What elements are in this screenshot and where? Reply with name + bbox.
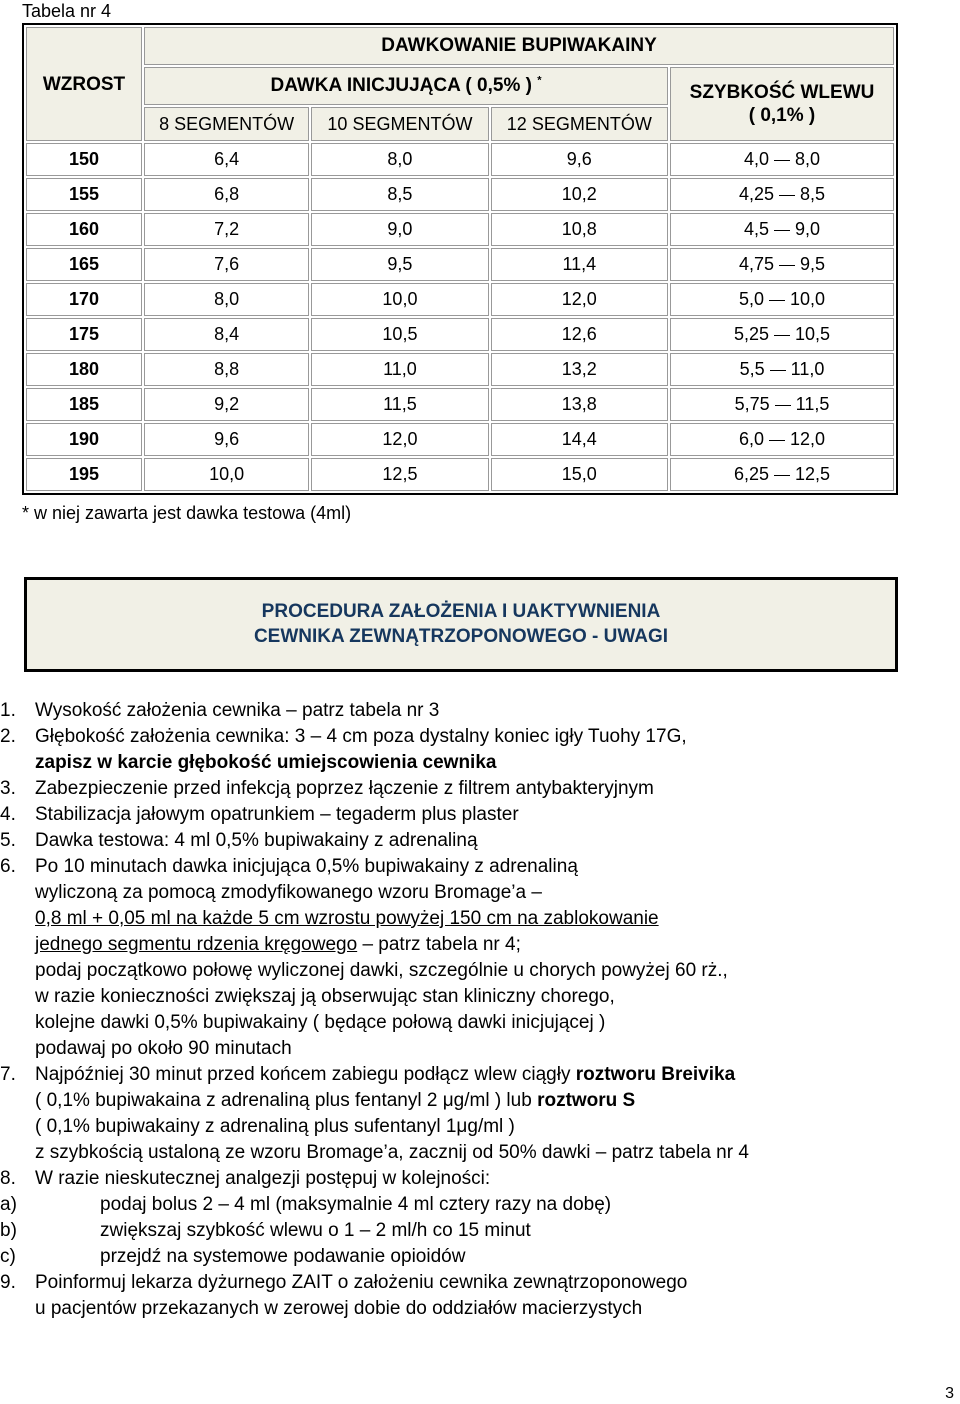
cell-dose-8-segments: 10,0 (144, 458, 309, 491)
cell-infusion-rate (670, 318, 894, 351)
cell-infusion-rate (670, 213, 894, 246)
list-item (0, 828, 960, 854)
cell-dose-12-segments: 13,8 (491, 388, 668, 421)
cell-dose-8-segments: 7,6 (144, 248, 309, 281)
cell-infusion-rate (670, 388, 894, 421)
header-initial-dose (144, 67, 668, 105)
list-item-continuation (0, 906, 960, 932)
list-number: 2. (0, 726, 16, 747)
sub-item (0, 1192, 960, 1218)
header-10-segments: 10 SEGMENTÓW (311, 107, 488, 141)
rate-label-line1: SZYBKOŚĆ WLEWU (689, 82, 875, 103)
list-item (0, 802, 960, 828)
list-text: ( 0,1% bupiwakaina z adrenaliną plus fentanyl 2 μg/ml ) lub (35, 1090, 538, 1111)
cell-dose-10-segments: 8,5 (311, 178, 488, 211)
cell-dose-10-segments: 11,5 (311, 388, 488, 421)
footnote-mark: * (537, 74, 542, 87)
cell-dose-8-segments: 7,2 (144, 213, 309, 246)
cell-dose-8-segments: 6,8 (144, 178, 309, 211)
list-text: Poinformuj lekarza dyżurnego ZAIT o założeniu cewnika zewnątrzoponowego (35, 1272, 688, 1293)
header-12-segments: 12 SEGMENTÓW (491, 107, 668, 141)
initial-dose-label: DAWKA INICJUJĄCA ( 0,5% ) (270, 75, 532, 96)
range-dash (774, 335, 790, 336)
formula-text: 0,8 ml + 0,05 ml na każde 5 cm wzrostu powyżej 150 cm na zablokowanie (35, 908, 659, 929)
header-infusion-rate (670, 67, 894, 141)
cell-infusion-rate (670, 353, 894, 386)
cell-dose-10-segments: 12,5 (311, 458, 488, 491)
table-row (26, 353, 894, 386)
sub-letter: c) (0, 1246, 16, 1267)
sub-item (0, 1218, 960, 1244)
procedure-notes-list (0, 698, 960, 1322)
list-number: 8. (0, 1168, 16, 1189)
list-number: 6. (0, 856, 16, 877)
cell-dose-10-segments: 10,0 (311, 283, 488, 316)
list-item (0, 1062, 960, 1088)
list-number: 5. (0, 830, 16, 851)
cell-height: 175 (26, 318, 142, 351)
range-dash (779, 265, 795, 266)
sub-text: przejdź na systemowe podawanie opioidów (100, 1246, 466, 1267)
cell-infusion-rate (670, 458, 894, 491)
cell-height: 180 (26, 353, 142, 386)
list-number: 4. (0, 804, 16, 825)
list-text: Po 10 minutach dawka inicjująca 0,5% bupiwakainy z adrenaliną (35, 856, 578, 877)
rate-max: 9,0 (795, 219, 821, 239)
rate-min: 5,5 (739, 359, 765, 379)
list-number: 9. (0, 1272, 16, 1293)
rate-max: 12,0 (789, 429, 826, 449)
table-row (26, 143, 894, 176)
rate-label-line2: ( 0,1% ) (748, 105, 816, 126)
table-row (26, 248, 894, 281)
cell-dose-12-segments: 12,0 (491, 283, 668, 316)
range-dash (770, 370, 786, 371)
rate-max: 11,0 (790, 359, 825, 379)
cell-dose-12-segments: 13,2 (491, 353, 668, 386)
cell-height: 150 (26, 143, 142, 176)
breivik-solution: roztworu Breivika (575, 1064, 736, 1085)
solution-s: roztworu S (537, 1090, 636, 1111)
rate-max: 8,5 (800, 184, 826, 204)
rate-max: 10,5 (795, 324, 831, 344)
cell-infusion-rate (670, 423, 894, 456)
cell-dose-10-segments: 9,5 (311, 248, 488, 281)
cell-infusion-rate (670, 248, 894, 281)
cell-height: 195 (26, 458, 142, 491)
sub-text: podaj bolus 2 – 4 ml (maksymalnie 4 ml cztery razy na dobę) (100, 1194, 612, 1215)
cell-infusion-rate (670, 283, 894, 316)
rate-min: 4,25 (738, 184, 774, 204)
list-item-continuation: w razie konieczności zwiększaj ją obserwując stan kliniczny chorego, (35, 986, 615, 1007)
list-item (0, 1270, 960, 1296)
cell-height: 190 (26, 423, 142, 456)
cell-dose-12-segments: 14,4 (491, 423, 668, 456)
table-row (26, 283, 894, 316)
formula-text-end: jednego segmentu rdzenia kręgowego (35, 934, 358, 955)
cell-dose-12-segments: 9,6 (491, 143, 668, 176)
list-number: 3. (0, 778, 16, 799)
cell-dose-12-segments: 11,4 (491, 248, 668, 281)
rate-min: 4,5 (743, 219, 769, 239)
rate-min: 5,0 (738, 289, 764, 309)
procedure-heading-box (24, 577, 898, 672)
table-title: DAWKOWANIE BUPIWAKAINY (144, 27, 894, 65)
range-dash (775, 405, 791, 406)
list-item-continuation: wyliczoną za pomocą zmodyfikowanego wzoru Bromage’a – (35, 882, 542, 903)
list-text: Dawka testowa: 4 ml 0,5% bupiwakainy z adrenaliną (35, 830, 478, 851)
list-item (0, 698, 960, 724)
table-caption: Tabela nr 4 (22, 1, 112, 21)
table-row (26, 423, 894, 456)
list-text: Stabilizacja jałowym opatrunkiem – tegaderm plus plaster (35, 804, 519, 825)
table-row (26, 458, 894, 491)
list-text: Zabezpieczenie przed infekcją poprzez łączenie z filtrem antybakteryjnym (35, 778, 654, 799)
procedure-title-line2: CEWNIKA ZEWNĄTRZOPONOWEGO - UWAGI (253, 626, 669, 647)
rate-min: 4,75 (738, 254, 774, 274)
list-item-continuation (0, 1088, 960, 1114)
range-dash (774, 230, 790, 231)
rate-max: 8,0 (795, 149, 821, 169)
cell-dose-10-segments: 9,0 (311, 213, 488, 246)
list-item (0, 854, 960, 880)
rate-min: 6,0 (738, 429, 764, 449)
list-item-continuation (0, 932, 960, 958)
cell-dose-10-segments: 10,5 (311, 318, 488, 351)
range-dash (769, 440, 785, 441)
rate-max: 12,5 (795, 464, 831, 484)
list-text: Wysokość założenia cewnika – patrz tabela nr 3 (35, 700, 440, 721)
procedure-title-line1: PROCEDURA ZAŁOŻENIA I UAKTYWNIENIA (261, 601, 661, 622)
rate-max: 9,5 (800, 254, 826, 274)
table-row (26, 213, 894, 246)
cell-dose-8-segments: 6,4 (144, 143, 309, 176)
cell-dose-8-segments: 8,8 (144, 353, 309, 386)
rate-max: 11,5 (795, 394, 830, 414)
cell-dose-12-segments: 15,0 (491, 458, 668, 491)
list-number: 7. (0, 1064, 16, 1085)
cell-dose-10-segments: 8,0 (311, 143, 488, 176)
cell-height: 165 (26, 248, 142, 281)
dosage-table (22, 23, 898, 495)
list-item-continuation: podawaj po około 90 minutach (35, 1038, 292, 1059)
list-item (0, 1166, 960, 1192)
page-number: 3 (945, 1385, 954, 1402)
cell-infusion-rate (670, 178, 894, 211)
sub-item (0, 1244, 960, 1270)
list-item (0, 776, 960, 802)
list-item (0, 724, 960, 750)
header-height: WZROST (26, 27, 142, 141)
sub-text: zwiększaj szybkość wlewu o 1 – 2 ml/h co 15 minut (100, 1220, 531, 1241)
cell-infusion-rate (670, 143, 894, 176)
list-item-continuation: u pacjentów przekazanych w zerowej dobie do oddziałów macierzystych (35, 1298, 643, 1319)
table-row (26, 178, 894, 211)
range-dash (779, 195, 795, 196)
list-text: Głębokość założenia cewnika: 3 – 4 cm poza dystalny koniec igły Tuohy 17G, (35, 726, 687, 747)
cell-dose-12-segments: 10,8 (491, 213, 668, 246)
list-item-continuation: zapisz w karcie głębokość umiejscowienia cewnika (35, 752, 497, 773)
rate-max: 10,0 (789, 289, 826, 309)
cell-height: 170 (26, 283, 142, 316)
cell-dose-8-segments: 9,6 (144, 423, 309, 456)
cell-dose-8-segments: 9,2 (144, 388, 309, 421)
list-number: 1. (0, 700, 16, 721)
cell-dose-12-segments: 12,6 (491, 318, 668, 351)
list-item-continuation: kolejne dawki 0,5% bupiwakainy ( będące połową dawki inicjującej ) (35, 1012, 606, 1033)
cell-dose-8-segments: 8,4 (144, 318, 309, 351)
list-text: W razie nieskutecznej analgezji postępuj w kolejności: (35, 1168, 491, 1189)
sub-letter: a) (0, 1194, 17, 1215)
range-dash (774, 160, 790, 161)
rate-min: 4,0 (743, 149, 769, 169)
list-item-continuation: podaj początkowo połowę wyliczonej dawki, szczególnie u chorych powyżej 60 rż., (35, 960, 728, 981)
cell-dose-12-segments: 10,2 (491, 178, 668, 211)
range-dash (774, 475, 790, 476)
cell-dose-8-segments: 8,0 (144, 283, 309, 316)
list-item-continuation: z szybkością ustaloną ze wzoru Bromage’a, zacznij od 50% dawki – patrz tabela nr 4 (35, 1142, 749, 1163)
rate-min: 6,25 (733, 464, 769, 484)
rate-min: 5,25 (733, 324, 769, 344)
range-dash (769, 300, 785, 301)
cell-dose-10-segments: 11,0 (311, 353, 488, 386)
cell-height: 185 (26, 388, 142, 421)
table-row (26, 388, 894, 421)
cell-height: 155 (26, 178, 142, 211)
list-text: Najpóźniej 30 minut przed końcem zabiegu podłącz wlew ciągły (35, 1064, 576, 1085)
cell-height: 160 (26, 213, 142, 246)
table-reference: – patrz tabela nr 4; (357, 934, 521, 955)
sub-letter: b) (0, 1220, 17, 1241)
header-8-segments: 8 SEGMENTÓW (144, 107, 309, 141)
list-item-continuation: ( 0,1% bupiwakainy z adrenaliną plus sufentanyl 1μg/ml ) (35, 1116, 515, 1137)
cell-dose-10-segments: 12,0 (311, 423, 488, 456)
rate-min: 5,75 (734, 394, 770, 414)
table-row (26, 318, 894, 351)
table-footnote: * w niej zawarta jest dawka testowa (4ml) (22, 503, 352, 523)
